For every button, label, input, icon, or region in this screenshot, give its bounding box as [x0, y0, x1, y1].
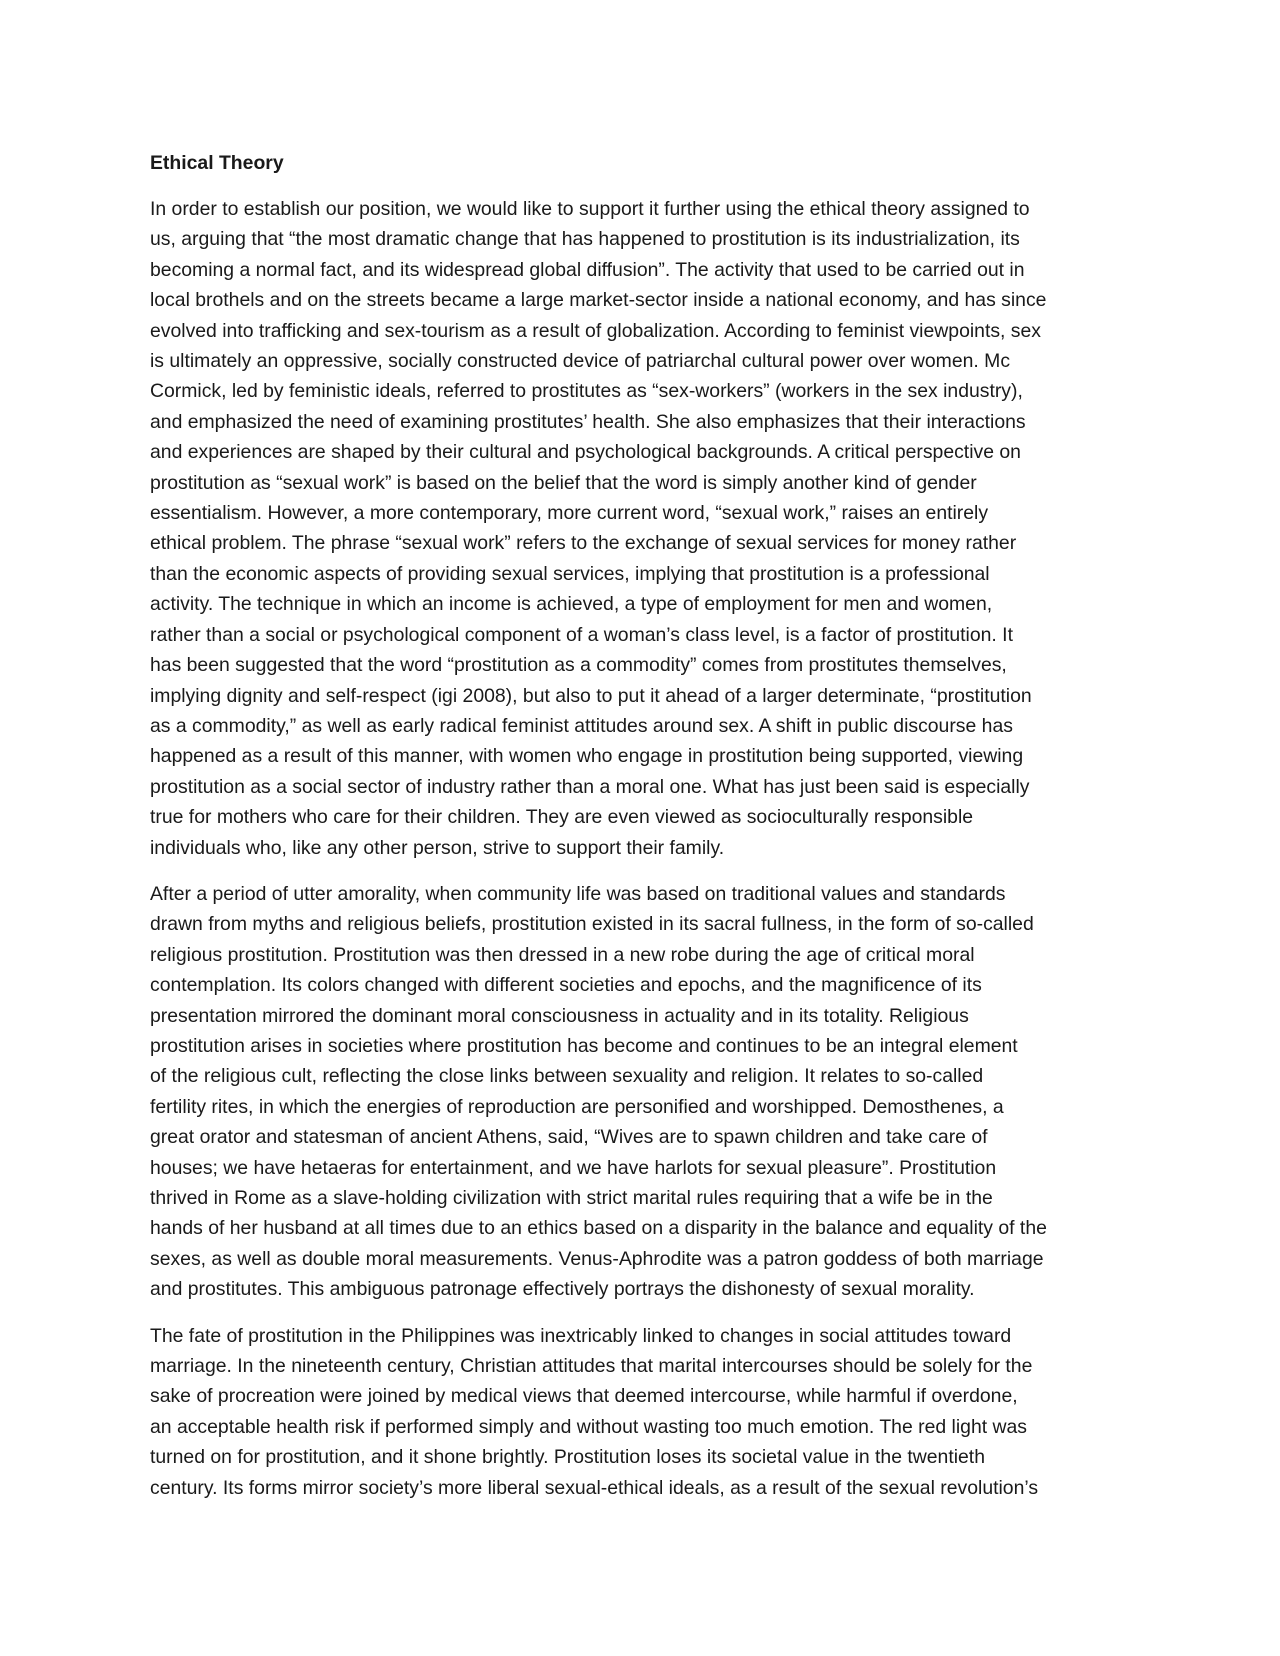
text-line: hands of her husband at all times due to an ethics based on a disparity in the balance and equality of the — [150, 1217, 1047, 1240]
text-line: After a period of utter amorality, when community life was based on traditional values and standards — [150, 882, 1006, 905]
text-line: has been suggested that the word “prostitution as a commodity” comes from prostitutes themselves, — [150, 654, 1007, 677]
text-line: sake of procreation were joined by medical views that deemed intercourse, while harmful if overdone, — [150, 1385, 1018, 1408]
body-text — [150, 194, 1132, 1503]
text-line: turned on for prostitution, and it shone brightly. Prostitution loses its societal value in the twentieth — [150, 1446, 985, 1469]
text-line: essentialism. However, a more contemporary, more current word, “sexual work,” raises an entirely — [150, 502, 989, 525]
text-line: The fate of prostitution in the Philippines was inextricably linked to changes in social attitudes toward — [150, 1324, 1012, 1347]
text-line: becoming a normal fact, and its widespread global diffusion”. The activity that used to be carried out in — [150, 258, 1025, 281]
text-line: sexes, as well as double moral measurements. Venus-Aphrodite was a patron goddess of both marriage — [150, 1247, 1044, 1270]
text-line: of the religious cult, reflecting the close links between sexuality and religion. It relates to so-called — [150, 1065, 984, 1088]
text-line: and prostitutes. This ambiguous patronage effectively portrays the dishonesty of sexual morality. — [150, 1278, 975, 1301]
text-line: presentation mirrored the dominant moral consciousness in actuality and in its totality. Religious — [150, 1004, 969, 1027]
text-line: activity. The technique in which an income is achieved, a type of employment for men and women, — [150, 593, 993, 616]
text-line: prostitution as a social sector of industry rather than a moral one. What has just been said is especially — [150, 775, 1030, 798]
text-line: century. Its forms mirror society’s more liberal sexual-ethical ideals, as a result of the sexual revolution’s — [150, 1476, 1039, 1499]
text-line: happened as a result of this manner, with women who engage in prostitution being supported, viewing — [150, 745, 1024, 768]
text-line: houses; we have hetaeras for entertainment, and we have harlots for sexual pleasure”. Prostitution — [150, 1156, 997, 1179]
text-line: true for mothers who care for their children. They are even viewed as socioculturally responsible — [150, 806, 974, 829]
text-line: prostitution arises in societies where prostitution has become and continues to be an integral element — [150, 1034, 1018, 1057]
text-line: ethical problem. The phrase “sexual work” refers to the exchange of sexual services for money rather — [150, 532, 1017, 555]
text-line: local brothels and on the streets became a large market-sector inside a national economy, and has since — [150, 289, 1047, 312]
text-line: than the economic aspects of providing sexual services, implying that prostitution is a professional — [150, 562, 990, 585]
text-line: evolved into trafficking and sex-tourism as a result of globalization. According to feminist viewpoints, sex — [150, 319, 1041, 342]
document-page — [150, 148, 1132, 1519]
text-line: contemplation. Its colors changed with different societies and epochs, and the magnificence of its — [150, 974, 982, 997]
text-line: an acceptable health risk if performed simply and without wasting too much emotion. The red light was — [150, 1415, 1027, 1438]
text-line: is ultimately an oppressive, socially constructed device of patriarchal cultural power over women. Mc — [150, 350, 1011, 373]
text-line: us, arguing that “the most dramatic change that has happened to prostitution is its industrialization, its — [150, 228, 1020, 251]
text-line: individuals who, like any other person, strive to support their family. — [150, 836, 725, 859]
text-line: religious prostitution. Prostitution was then dressed in a new robe during the age of critical moral — [150, 943, 975, 966]
text-line: In order to establish our position, we would like to support it further using the ethical theory assigned to — [150, 198, 1030, 220]
paragraph — [150, 1321, 1132, 1503]
paragraph — [150, 879, 1132, 1305]
text-line: Cormick, led by feministic ideals, referred to prostitutes as “sex-workers” (workers in the sex industry), — [150, 380, 1023, 403]
text-line: implying dignity and self-respect (igi 2008), but also to put it ahead of a larger determinate, “prostitution — [150, 684, 1032, 707]
text-line: as a commodity,” as well as early radical feminist attitudes around sex. A shift in public discourse has — [150, 714, 1013, 737]
text-line: drawn from myths and religious beliefs, prostitution existed in its sacral fullness, in the form of so-called — [150, 913, 1034, 936]
text-line: and emphasized the need of examining prostitutes’ health. She also emphasizes that their interactions — [150, 410, 1026, 433]
text-line: and experiences are shaped by their cultural and psychological backgrounds. A critical perspective on — [150, 441, 1021, 464]
text-line: fertility rites, in which the energies of reproduction are personified and worshipped. Demosthenes, a — [150, 1095, 1004, 1118]
text-line: thrived in Rome as a slave-holding civilization with strict marital rules requiring that a wife be in the — [150, 1187, 993, 1209]
text-line: marriage. In the nineteenth century, Christian attitudes that marital intercourses should be solely for the — [150, 1355, 1033, 1378]
text-line: rather than a social or psychological component of a woman’s class level, is a factor of prostitution. It — [150, 623, 1013, 646]
section-heading: Ethical Theory — [150, 152, 284, 174]
text-line: great orator and statesman of ancient Athens, said, “Wives are to spawn children and take care of — [150, 1126, 988, 1149]
text-line: prostitution as “sexual work” is based on the belief that the word is simply another kind of gender — [150, 471, 977, 494]
paragraph — [150, 194, 1132, 863]
